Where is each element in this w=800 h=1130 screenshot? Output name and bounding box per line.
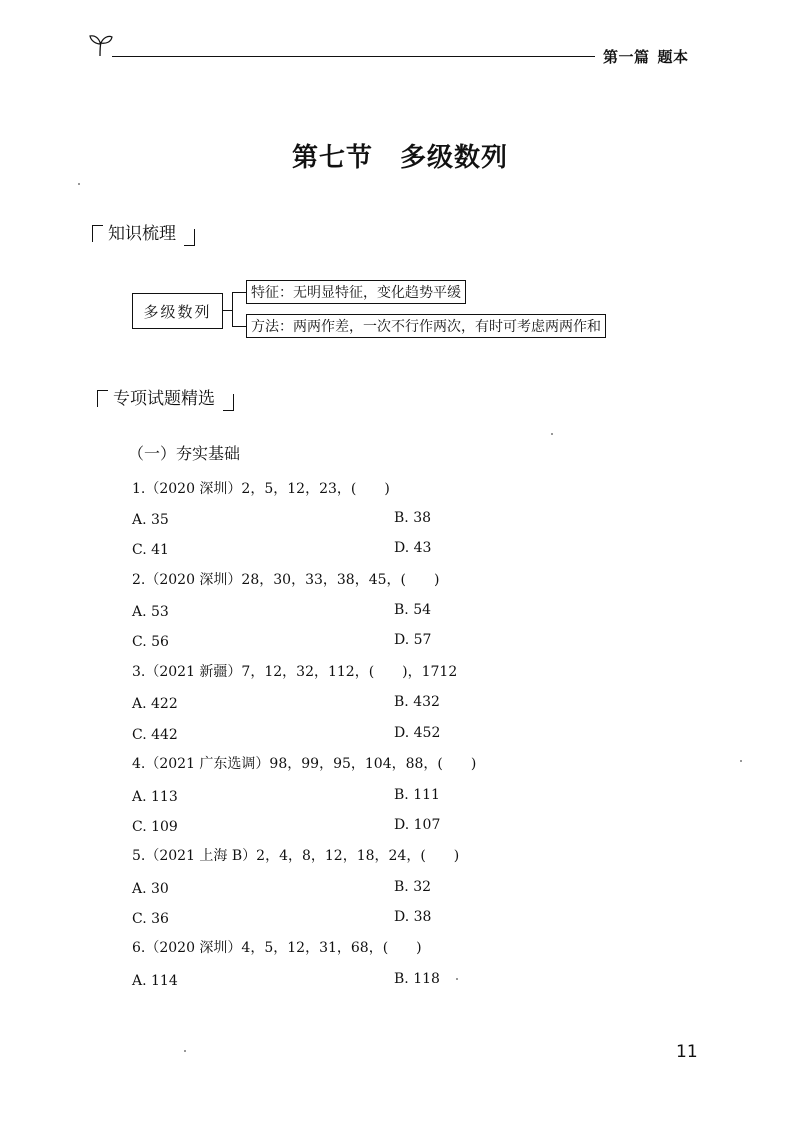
- page-title: 第七节 多级数列: [291, 143, 508, 173]
- header-part-label: [603, 46, 689, 67]
- bracket-left-mark: [97, 390, 108, 407]
- subsection-heading: （一）夯实基础: [128, 444, 241, 463]
- scan-speck: [78, 183, 80, 185]
- option-a: A. 113: [132, 789, 178, 805]
- scan-speck: [456, 978, 458, 980]
- header-part: 第一篇: [603, 48, 650, 66]
- option-a: A. 53: [132, 604, 169, 620]
- sprout-icon: [88, 32, 114, 58]
- bracket-right-mark: [223, 394, 234, 411]
- knowledge-heading: [92, 219, 195, 244]
- question-stem: 1.（2020 深圳）2，5，12，23，( ): [132, 481, 390, 497]
- option-d: D. 43: [394, 540, 432, 556]
- practice-heading: [97, 384, 234, 409]
- option-b: B. 54: [394, 602, 432, 618]
- question-stem: 5.（2021 上海 B）2，4，8，12，18，24，( ): [132, 848, 460, 864]
- scan-speck: [184, 1050, 186, 1052]
- scan-speck: [740, 760, 742, 762]
- option-d: D. 107: [394, 817, 441, 833]
- mindmap-branch-method: 方法：两两作差，一次不行作两次，有时可考虑两两作和: [246, 314, 606, 338]
- mindmap-connector-lower: [232, 326, 246, 327]
- option-b: B. 38: [394, 510, 432, 526]
- option-b: B. 432: [394, 694, 440, 710]
- mindmap-connector-vertical: [232, 292, 233, 326]
- option-b: B. 32: [394, 879, 432, 895]
- option-a: A. 422: [132, 696, 178, 712]
- practice-heading-text: 专项试题精选: [113, 389, 215, 409]
- mindmap-connector: [223, 310, 232, 311]
- option-c: C. 442: [132, 727, 178, 743]
- option-a: A. 30: [132, 881, 169, 897]
- header-part-name: 题本: [657, 48, 689, 66]
- header-rule: [112, 56, 595, 57]
- question-stem: 4.（2021 广东选调）98，99，95，104，88，( ): [132, 756, 477, 772]
- option-c: C. 41: [132, 542, 169, 558]
- knowledge-heading-text: 知识梳理: [108, 224, 176, 244]
- page-number: 11: [676, 1042, 698, 1062]
- question-stem: 2.（2020 深圳）28，30，33，38，45，( ): [132, 572, 440, 588]
- mindmap-connector-upper: [232, 292, 246, 293]
- question-stem: 6.（2020 深圳）4，5，12，31，68，( ): [132, 940, 422, 956]
- option-a: A. 114: [132, 973, 178, 989]
- option-c: C. 56: [132, 634, 169, 650]
- option-b: B. 111: [394, 787, 440, 803]
- option-d: D. 57: [394, 632, 432, 648]
- option-c: C. 109: [132, 819, 178, 835]
- option-b: B. 118: [394, 971, 440, 987]
- bracket-left-mark: [92, 225, 103, 242]
- option-a: A. 35: [132, 512, 169, 528]
- option-d: D. 38: [394, 909, 432, 925]
- bracket-right-mark: [184, 229, 195, 246]
- scan-speck: [551, 433, 553, 435]
- mindmap-root: 多级数列: [132, 293, 223, 329]
- option-d: D. 452: [394, 725, 441, 741]
- option-c: C. 36: [132, 911, 169, 927]
- question-stem: 3.（2021 新疆）7，12，32，112，( )，1712: [132, 664, 458, 680]
- mindmap-branch-feature: 特征：无明显特征，变化趋势平缓: [246, 280, 466, 304]
